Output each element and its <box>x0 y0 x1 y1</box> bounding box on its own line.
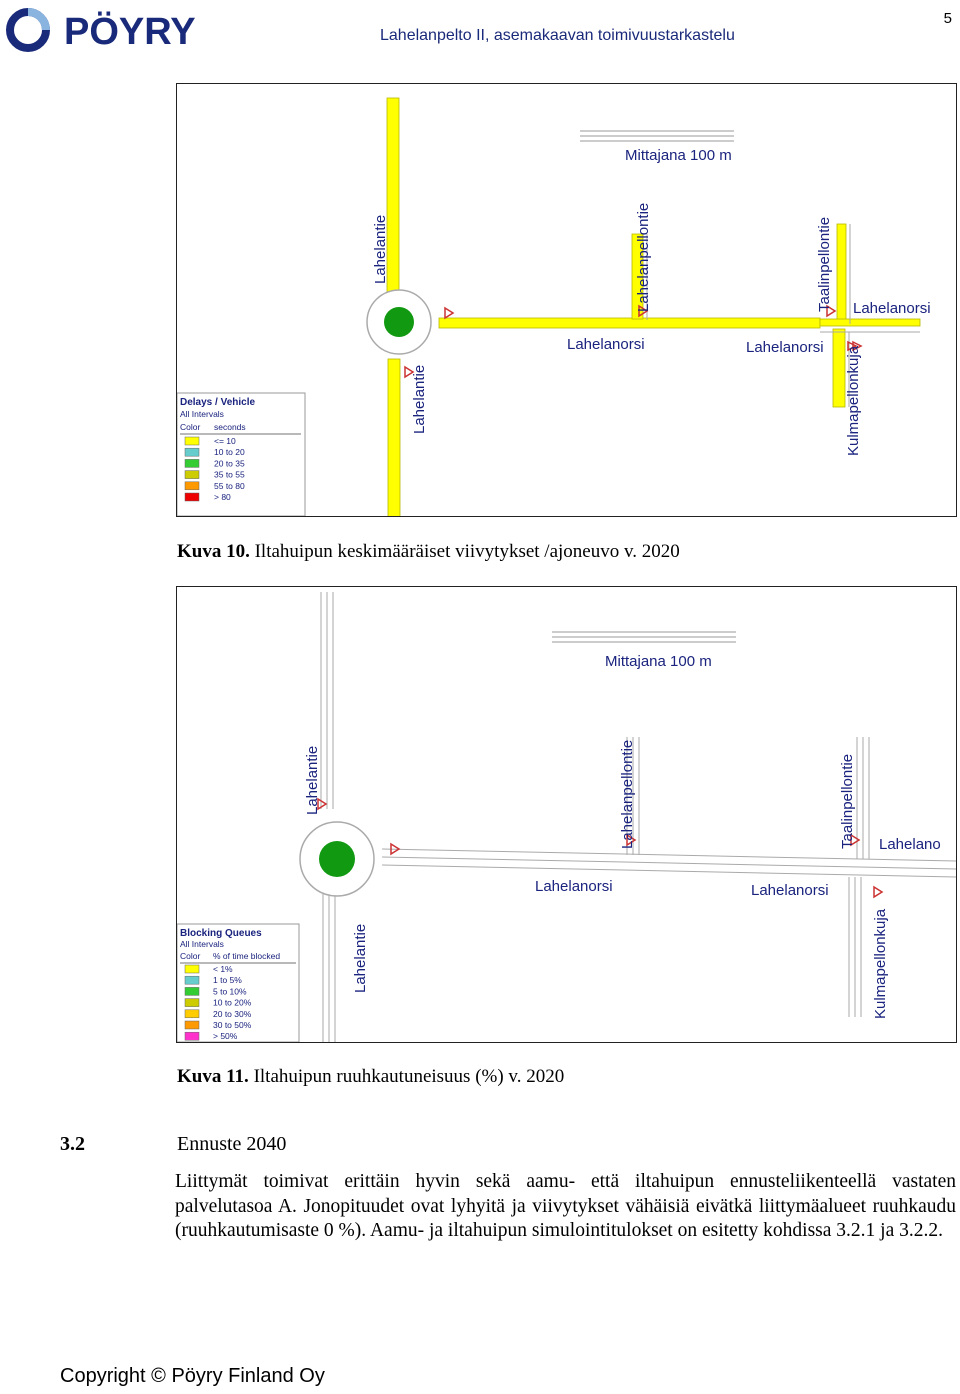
label-taalinpellontie: Taalinpellontie <box>816 216 833 312</box>
roundabout <box>367 290 431 354</box>
legend-item-label: 35 to 55 <box>214 469 245 480</box>
road-lahelanorsi-main <box>439 318 820 328</box>
legend-swatch <box>185 471 199 479</box>
section-body: Liittymät toimivat erittäin hyvin sekä aamu- että iltahuipun ennusteliikenteellä vastaten palvelutasoa A. Jonopituudet ovat lyhyitä ja viivytykset vähäisiä eivätkä liittymäalueet ruuhkaudu (ruuhkautumisaste 0 %). Aamu- ja iltahuipun simulointitulokset on esitetty kohdissa 3.2.1 ja 3.2.2. <box>175 1171 956 1242</box>
label-lahelantie-north: Lahelantie <box>372 214 389 284</box>
label-lahelanorsi-mid: Lahelanorsi <box>567 336 645 353</box>
legend-item-label: 20 to 30% <box>213 1008 252 1019</box>
label-lahelanorsi-right: Lahelanorsi <box>746 339 824 356</box>
legend-item-label: <= 10 <box>214 436 236 446</box>
document-title: Lahelanpelto II, asemakaavan toimivuustarkastelu <box>380 27 735 44</box>
legend-item-label: 20 to 35 <box>214 458 245 469</box>
section-heading <box>60 1133 286 1156</box>
label-lahelanorsi-mid: Lahelanorsi <box>535 878 613 895</box>
legend-swatch <box>185 1032 199 1040</box>
label-lahelanorsi-east: Lahelanorsi <box>853 300 931 317</box>
legend-subtitle: All Intervals <box>180 409 224 419</box>
section-number: 3.2 <box>60 1133 85 1155</box>
legend-swatch <box>185 965 199 973</box>
label-lahelanpellontie: Lahelanpellontie <box>619 739 636 849</box>
section-title: Ennuste 2040 <box>177 1133 287 1155</box>
legend-delays <box>177 393 305 516</box>
figure1-caption-text: Iltahuipun keskimääräiset viivytykset /ajoneuvo v. 2020 <box>254 541 680 562</box>
label-lahelantie-south: Lahelantie <box>411 364 428 434</box>
legend-item-label: > 50% <box>213 1031 238 1042</box>
legend-item-label: 30 to 50% <box>213 1020 252 1030</box>
figure2-caption <box>177 1066 564 1088</box>
label-lahelantie-north: Lahelantie <box>304 745 321 815</box>
scale-bar <box>580 131 734 141</box>
legend-swatch <box>185 987 199 995</box>
legend-item-label: 5 to 10% <box>213 986 247 997</box>
legend-swatch <box>185 482 199 490</box>
legend-swatch <box>185 1021 199 1029</box>
figure2-caption-text: Iltahuipun ruuhkautuneisuus (%) v. 2020 <box>253 1066 565 1087</box>
legend-item-label: < 1% <box>213 964 233 974</box>
road-lahelantie-south <box>388 359 400 516</box>
scale-label: Mittajana 100 m <box>625 147 732 164</box>
legend-item-label: 10 to 20% <box>213 997 252 1008</box>
figure-queues-map <box>176 586 957 1043</box>
legend-item-label: 1 to 5% <box>213 975 242 986</box>
legend-col-unit: seconds <box>214 422 246 432</box>
figure-delays-map <box>176 83 957 517</box>
label-lahelanpellontie: Lahelanpellontie <box>635 202 652 312</box>
legend-blocking <box>177 924 299 1042</box>
legend-title: Blocking Queues <box>180 928 262 939</box>
label-kulmapellonkuja: Kulmapellonkuja <box>845 345 862 456</box>
legend-subtitle: All Intervals <box>180 939 224 949</box>
page-number: 5 <box>943 10 952 27</box>
logo-wordmark: PÖYRY <box>64 11 196 53</box>
legend-swatch <box>185 493 199 501</box>
legend-item-label: 10 to 20 <box>214 447 245 458</box>
legend-col-unit: % of time blocked <box>213 951 281 961</box>
figure1-caption <box>177 541 680 563</box>
road-taalinpellontie <box>837 224 846 324</box>
legend-item-label: 55 to 80 <box>214 480 245 491</box>
label-lahelantie-south: Lahelantie <box>352 923 369 993</box>
legend-swatch <box>185 437 199 445</box>
road-lahelanorsi-east <box>820 319 920 326</box>
road-kulmapellonkuja <box>833 329 845 407</box>
poyry-logo <box>4 6 244 54</box>
legend-title: Delays / Vehicle <box>180 397 256 408</box>
label-taalinpellontie: Taalinpellontie <box>839 753 856 849</box>
scale-bar <box>552 632 736 642</box>
legend-item-label: > 80 <box>214 492 231 502</box>
footer-copyright: Copyright © Pöyry Finland Oy <box>60 1365 325 1387</box>
legend-swatch <box>185 459 199 467</box>
legend-col-color: Color <box>180 422 201 432</box>
legend-swatch <box>185 448 199 456</box>
legend-swatch <box>185 999 199 1007</box>
figure2-caption-label: Kuva 11. <box>177 1066 249 1087</box>
roundabout-center-icon <box>384 307 414 337</box>
roundabout-center-icon <box>319 841 355 877</box>
scale-label: Mittajana 100 m <box>605 653 712 670</box>
label-lahelanorsi-right: Lahelanorsi <box>751 882 829 899</box>
legend-swatch <box>185 1010 199 1018</box>
roundabout <box>300 822 374 896</box>
figure1-caption-label: Kuva 10. <box>177 541 250 562</box>
legend-swatch <box>185 976 199 984</box>
label-kulmapellonkuja: Kulmapellonkuja <box>872 908 889 1019</box>
legend-col-color: Color <box>180 951 201 961</box>
label-lahelanorsi-east: Lahelano <box>879 836 941 853</box>
